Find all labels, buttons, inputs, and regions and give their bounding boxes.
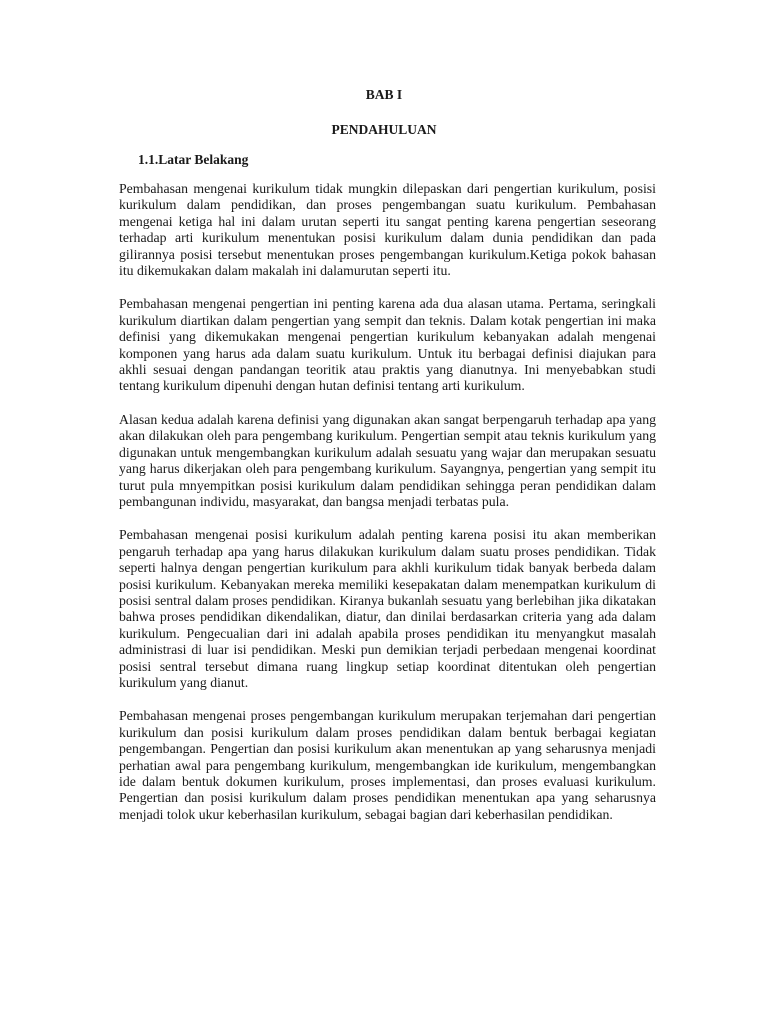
paragraph: Pembahasan mengenai kurikulum tidak mungkin dilepaskan dari pengertian kurikulum, posisi kurikulum dalam pendidikan, dan proses pengembangan suatu kurikulum. Pembahasan mengenai ketiga hal ini dalam urutan seperti itu sangat penting karena pengertian seseorang terhadap arti kurikulum menentukan posisi kurikulum dalam dunia pendidikan dan pada gilirannya posisi tersebut menentukan proses pengembangan kurikulum.Ketiga pokok bahasan itu dikemukakan dalam makalah ini dalamurutan seperti itu. bbox=[119, 181, 656, 279]
body-text bbox=[119, 181, 656, 840]
paragraph: Pembahasan mengenai proses pengembangan kurikulum merupakan terjemahan dari pengertian kurikulum dan posisi kurikulum dalam proses pendidikan dalam bentuk berbagai kegiatan pengembangan. Pengertian dan posisi kurikulum akan menentukan ap yang seharusnya menjadi perhatian awal para pengembang kurikulum, mengembangkan ide kurikulum, mengembangkan ide dalam bentuk dokumen kurikulum, proses implementasi, dan proses evaluasi kurikulum. Pengertian dan posisi kurikulum dalam proses pendidikan menentukan apa yang seharusnya menjadi tolok ukur keberhasilan kurikulum, sebagai bagian dari keberhasilan pendidikan. bbox=[119, 708, 656, 822]
section-heading: 1.1.Latar Belakang bbox=[138, 152, 249, 167]
chapter-title: PENDAHULUAN bbox=[331, 122, 437, 137]
paragraph: Alasan kedua adalah karena definisi yang digunakan akan sangat berpengaruh terhadap apa yang akan dilakukan oleh para pengembang kurikulum. Pengertian sempit atau teknis kurikulum yang digunakan untuk mengembangkan kurikulum adalah sesuatu yang wajar dan merupakan sesuatu yang harus dikerjakan oleh para pengembang kurikulum. Sayangnya, pengertian yang sempit itu turut pula mnyempitkan posisi kurikulum dalam pendidikan sehingga peran pendidikan dalam pembangunan individu, masyarakat, dan bangsa menjadi terbatas pula. bbox=[119, 411, 656, 509]
paragraph: Pembahasan mengenai posisi kurikulum adalah penting karena posisi itu akan memberikan pengaruh terhadap apa yang harus dilakukan kurikulum dalam suatu proses pendidikan. Tidak seperti halnya dengan pengertian kurikulum para akhli kurikulum tidak banyak berbeda dalam posisi kurikulum. Kebanyakan mereka memiliki kesepakatan dalam menempatkan kurikulum di posisi sentral dalam proses pendidikan. Kiranya bukanlah sesuatu yang berlebihan jika dikatakan bahwa proses pendidikan dikendalikan, diatur, dan dinilai berdasarkan criteria yang ada dalam kurikulum. Pengecualian dari ini adalah apabila proses pendidikan itu menyangkut masalah administrasi di luar isi pendidikan. Meski pun demikian terjadi perbedaan mengenai koordinat posisi sentral tersebut dimana ruang lingkup setiap koordinat ditentukan oleh pengertian kurikulum yang dianut. bbox=[119, 527, 656, 690]
paragraph: Pembahasan mengenai pengertian ini penting karena ada dua alasan utama. Pertama, seringkali kurikulum diartikan dalam pengertian yang sempit dan teknis. Dalam kotak pengertian ini maka definisi yang dikemukakan mengenai pengertian kurikulum kebanyakan adalah mengenai komponen yang harus ada dalam suatu kurikulum. Untuk itu berbagai definisi diajukan para akhli sesuai dengan pandangan teoritik atau praktis yang dianutnya. Ini menyebabkan studi tentang kurikulum dipenuhi dengan hutan definisi tentang arti kurikulum. bbox=[119, 296, 656, 394]
chapter-number: BAB I bbox=[365, 87, 403, 102]
